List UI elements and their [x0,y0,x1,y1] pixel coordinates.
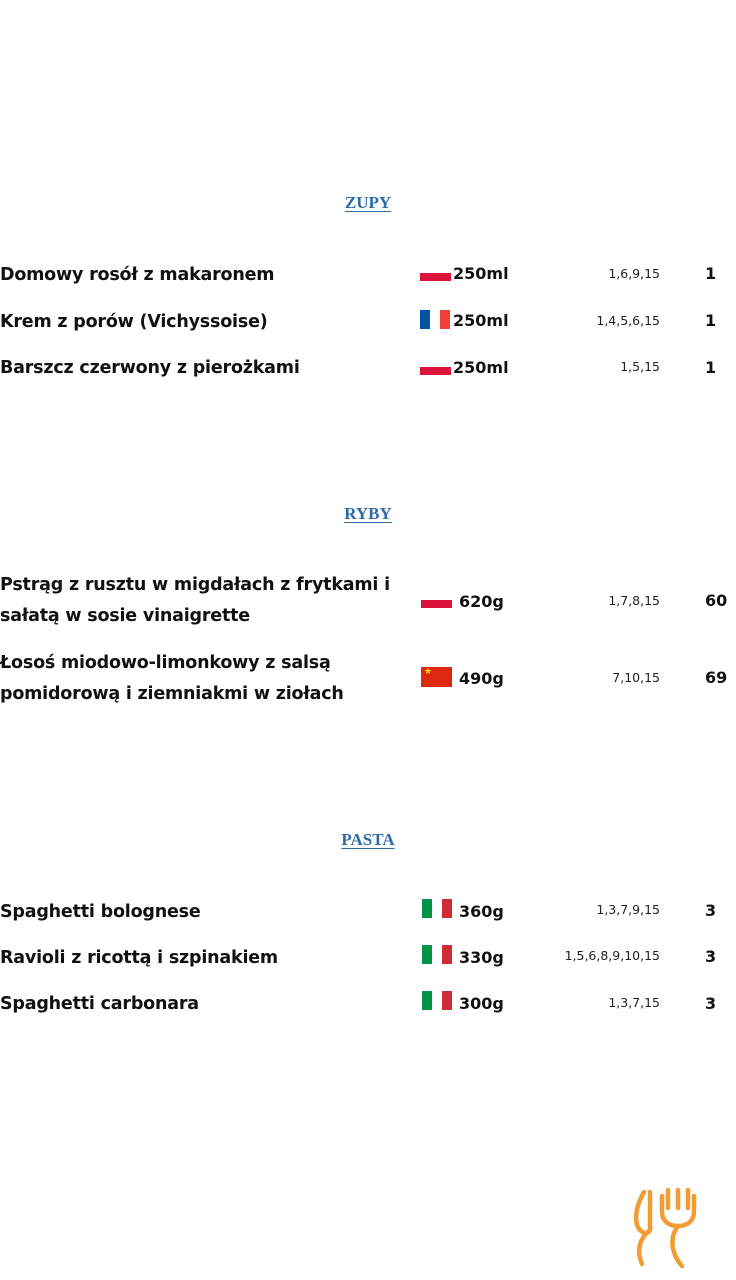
menu-item-name-line-2: sałatą w sosie vinaigrette [0,606,250,626]
italy-flag-icon [422,945,452,964]
menu-item-name-line-1: Pstrąg z rusztu w migdałach z frytkami i [0,575,390,595]
star-icon: ★ [424,667,433,677]
menu-item-allergens: 7,10,15 [612,670,660,685]
menu-item-portion: 250ml [453,311,509,330]
menu-item-name: Spaghetti carbonara [0,994,199,1014]
menu-item-allergens: 1,5,15 [620,359,660,374]
menu-item-portion: 250ml [453,358,509,377]
menu-item-price: 3 [705,947,717,966]
italy-flag-icon [422,899,452,918]
menu-item-portion: 360g [459,902,504,921]
poland-flag-icon [421,598,452,608]
menu-item-name: Spaghetti bolognese [0,902,201,922]
menu-item-portion: 330g [459,948,504,967]
menu-item-portion: 620g [459,592,504,611]
poland-flag-icon [420,271,451,281]
menu-item-price: 60 [705,591,728,610]
menu-item-name: Krem z porów (Vichyssoise) [0,312,268,332]
italy-flag-icon [422,991,452,1010]
section-title-zupy: ZUPY [344,193,392,212]
menu-item-portion: 300g [459,994,504,1013]
menu-item-price: 1 [705,311,717,330]
menu-item-allergens: 1,7,8,15 [608,593,660,608]
menu-item-allergens: 1,3,7,9,15 [596,902,660,917]
menu-item-name: Domowy rosół z makaronem [0,265,275,285]
menu-item-allergens: 1,6,9,15 [608,266,660,281]
fork-and-knife-logo-icon [630,1186,700,1270]
menu-item-portion: 490g [459,669,504,688]
china-flag-icon [421,667,452,687]
menu-item-price: 3 [705,901,717,920]
menu-item-name: Ravioli z ricottą i szpinakiem [0,948,278,968]
section-title-pasta: PASTA [341,830,395,849]
menu-item-price: 69 [705,668,728,687]
menu-item-price: 3 [705,994,717,1013]
menu-item-allergens: 1,3,7,15 [608,995,660,1010]
poland-flag-icon [420,365,451,375]
menu-item-name: Barszcz czerwony z pierożkami [0,358,300,378]
menu-item-allergens: 1,5,6,8,9,10,15 [564,948,660,963]
menu-item-portion: 250ml [453,264,509,283]
menu-item-price: 1 [705,358,717,377]
menu-item-allergens: 1,4,5,6,15 [596,313,660,328]
menu-item-name-line-2: pomidorową i ziemniakmi w ziołach [0,684,344,704]
france-flag-icon [420,310,450,329]
menu-item-name-line-1: Łosoś miodowo-limonkowy z salsą [0,653,331,673]
menu-item-price: 1 [705,264,717,283]
section-title-ryby: RYBY [344,504,392,523]
